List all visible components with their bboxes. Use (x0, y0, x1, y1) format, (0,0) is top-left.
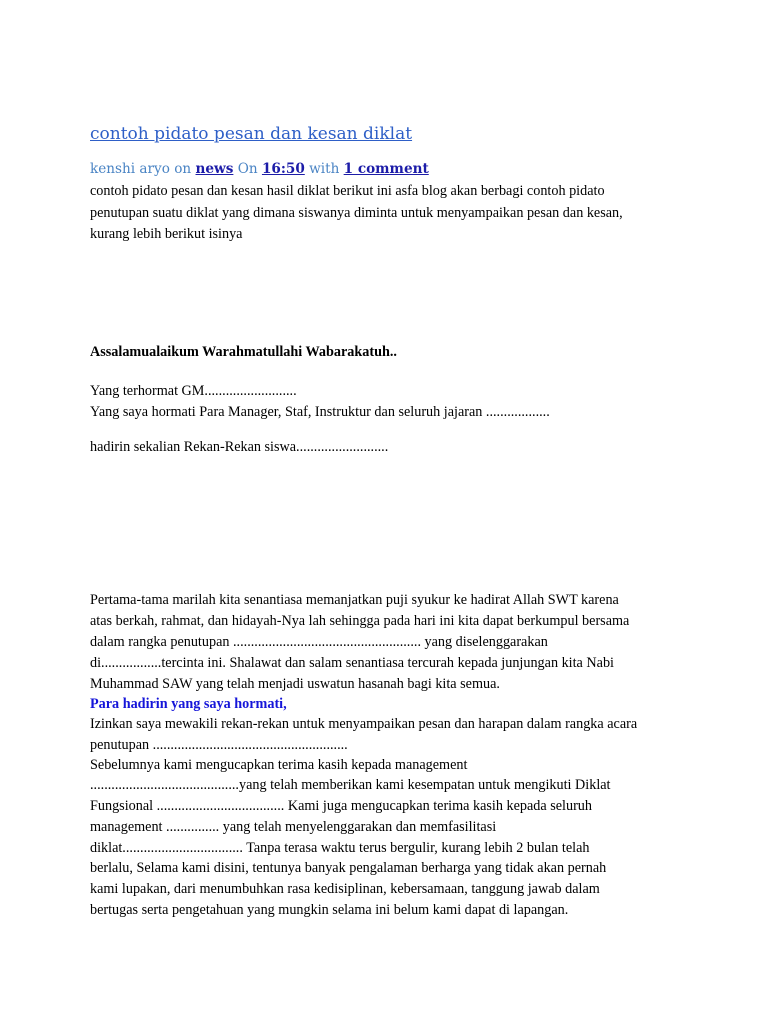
intro-line: penutupan suatu diklat yang dimana siswanya diminta untuk menyampaikan pesan dan kesan, (90, 205, 623, 221)
paragraph-line: kami lupakan, dari menumbuhkan rasa kedisiplinan, kebersamaan, tanggung jawab dalam (90, 881, 600, 897)
post-meta (90, 163, 429, 177)
paragraph-line: atas berkah, rahmat, dan hidayah-Nya lah sehingga pada hari ini kita dapat berkumpul bersama (90, 613, 630, 629)
post-author: kenshi aryo (90, 161, 170, 177)
paragraph-line: dalam rangka penutupan ..................................................... yang diselenggarakan (90, 634, 548, 650)
paragraph-line: diklat.................................. Tanpa terasa waktu terus bergulir, kurang lebih 2 bulan telah (90, 840, 590, 856)
honor-line: Yang saya hormati Para Manager, Staf, Instruktur dan seluruh jajaran .................. (90, 404, 550, 420)
honor-line: Yang terhormat GM.......................... (90, 383, 297, 399)
paragraph-line: Izinkan saya mewakili rekan-rekan untuk menyampaikan pesan dan harapan dalam rangka acara (90, 716, 638, 732)
post-title-link[interactable]: contoh pidato pesan dan kesan diklat (90, 124, 413, 144)
category-link[interactable]: news (195, 161, 234, 177)
intro-line: kurang lebih berikut isinya (90, 226, 243, 242)
greeting-heading: Assalamualaikum Warahmatullahi Wabarakatuh.. (90, 344, 397, 360)
meta-text-on-time: On (233, 161, 262, 177)
paragraph-line: berlalu, Selama kami disini, tentunya banyak pengalaman berharga yang tidak akan pernah (90, 860, 607, 876)
comments-link[interactable]: 1 comment (343, 161, 429, 177)
paragraph-line: di.................tercinta ini. Shalawat dan salam senantiasa tercurah kepada junjungan kita Nabi (90, 655, 614, 671)
paragraph-line: ..........................................yang telah memberikan kami kesempatan untuk mengikuti Diklat (90, 777, 611, 793)
paragraph-line: Pertama-tama marilah kita senantiasa memanjatkan puji syukur ke hadirat Allah SWT karena (90, 592, 619, 608)
meta-text-with: with (304, 161, 344, 177)
meta-text-on: on (169, 161, 196, 177)
paragraph-line: Sebelumnya kami mengucapkan terima kasih kepada management (90, 757, 468, 773)
address-heading: Para hadirin yang saya hormati, (90, 696, 287, 712)
audience-line: hadirin sekalian Rekan-Rekan siswa.......................... (90, 439, 389, 455)
paragraph-line: Fungsional .................................... Kami juga mengucapkan terima kasih kepada seluruh (90, 798, 592, 814)
paragraph-line: bertugas serta pengetahuan yang mungkin selama ini belum kami dapat di lapangan. (90, 902, 569, 918)
paragraph-line: management ............... yang telah menyelenggarakan dan memfasilitasi (90, 819, 497, 835)
paragraph-line: penutupan ....................................................... (90, 737, 348, 753)
post-time-link[interactable]: 16:50 (261, 161, 305, 177)
paragraph-line: Muhammad SAW yang telah menjadi uswatun hasanah bagi kita semua. (90, 676, 500, 692)
intro-line: contoh pidato pesan dan kesan hasil diklat berikut ini asfa blog akan berbagi contoh pidato (90, 183, 605, 199)
